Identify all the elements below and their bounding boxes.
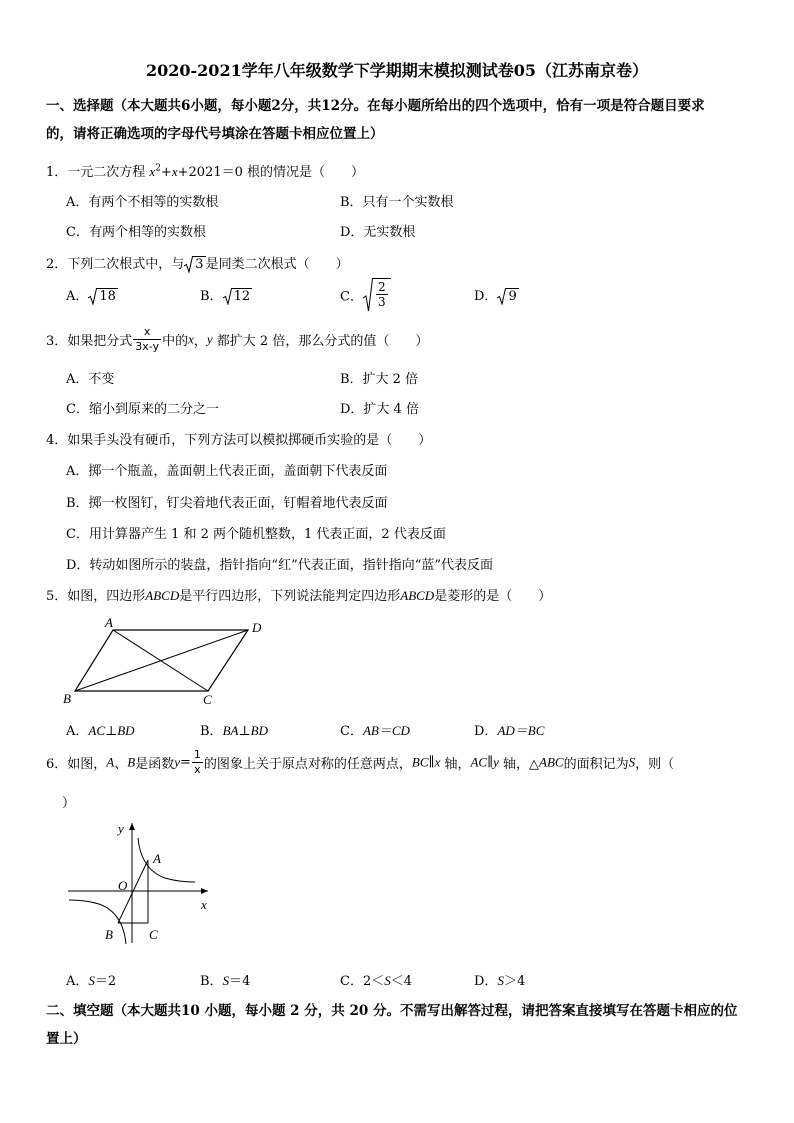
q5-option-c[interactable]: C．AB＝CD — [340, 723, 410, 739]
question-1-stem — [46, 161, 364, 180]
x-axis-arrow — [201, 888, 208, 894]
q5-option-b[interactable]: B．BA⊥BD — [200, 723, 268, 739]
point-label-c: C — [149, 927, 158, 942]
vertex-label-b: B — [63, 691, 71, 706]
q6-option-c[interactable]: C．2＜S＜4 — [340, 973, 412, 989]
vertex-label-d: D — [252, 620, 262, 635]
hyperbola-branch-left — [69, 900, 126, 944]
q1-option-b[interactable]: B．只有一个实数根 — [340, 195, 454, 210]
section-heading-line: 二、填空题（本大题共10 小题，每小题 2 分，共 20 分。不需写出解答过程，请把答案直接填写在答题卡相应的位 — [46, 1003, 738, 1019]
q3-option-c[interactable]: C．缩小到原来的二分之一 — [66, 402, 219, 417]
axis-label-y: y — [118, 821, 124, 836]
sqrt-12: 12 — [223, 288, 253, 305]
q2-option-b[interactable]: B． 12 — [200, 289, 251, 304]
point-label-b: B — [105, 927, 113, 942]
q3-option-a[interactable]: A．不变 — [66, 372, 115, 387]
stem-text: 是同类二次根式（ ） — [205, 257, 349, 272]
q2-option-a[interactable]: A． 18 — [66, 289, 116, 304]
question-2-stem — [46, 253, 349, 273]
sqrt-two-thirds: $\frac{2}{3}$ — [363, 278, 391, 312]
sqrt-18: 18 — [88, 288, 118, 305]
question-5-stem: 5．如图，四边形ABCD是平行四边形，下列说法能判定四边形ABCD是菱形的是（ ） — [46, 588, 552, 604]
var-x: x — [149, 164, 156, 179]
var-x: x — [171, 164, 178, 179]
plus-sign: + — [160, 165, 172, 180]
q5-option-a[interactable]: A．AC⊥BD — [66, 723, 135, 739]
q1-option-a[interactable]: A．有两个不相等的实数根 — [66, 195, 219, 210]
section-heading-fill — [46, 997, 737, 1053]
q6-option-d[interactable]: D．S＞4 — [474, 973, 526, 989]
q6-option-b[interactable]: B．S＝4 — [200, 973, 251, 989]
fraction-x-over-3x-y: $\frac{x}{3x-y}$ — [135, 325, 160, 353]
hyperbola-figure — [60, 818, 230, 948]
stem-text: +2021＝0 根的情况是（ ） — [177, 165, 364, 180]
q6-option-a[interactable]: A．S＝2 — [66, 973, 117, 989]
axis-label-x: x — [201, 897, 207, 912]
hyperbola-branch-right — [138, 838, 195, 882]
stem-text: 2．下列二次根式中，与 — [46, 257, 185, 272]
diagonal-bd — [75, 630, 248, 691]
vertex-label-c: C — [203, 692, 212, 707]
fraction-1-over-x: $\frac{1}{x}$ — [193, 748, 201, 776]
q4-option-b[interactable]: B．掷一枚图钉，钉尖着地代表正面，钉帽着地代表反面 — [66, 496, 388, 511]
vertex-label-a: A — [105, 615, 113, 630]
question-6-stem: 6．如图，A、B是函数y= $\frac{1}{x}$ 的图象上关于原点对称的任意两点，BC∥x 轴，AC∥y 轴，△ABC的面积记为S，则（ — [46, 748, 675, 776]
exponent: 2 — [155, 163, 161, 174]
y-axis-arrow — [129, 823, 135, 830]
section-heading-choice — [46, 92, 705, 148]
sqrt-3: 3 — [184, 256, 205, 273]
question-6-close-paren: ） — [62, 796, 76, 811]
page-title: 2020-2021学年八年级数学下学期期末模拟测试卷05（江苏南京卷） — [146, 61, 648, 80]
q1-option-c[interactable]: C．有两个相等的实数根 — [66, 225, 206, 240]
question-4-stem: 4．如果手头没有硬币，下列方法可以模拟掷硬币实验的是（ ） — [46, 433, 432, 448]
q5-option-d[interactable]: D．AD＝BC — [474, 723, 545, 739]
q3-option-b[interactable]: B．扩大 2 倍 — [340, 372, 419, 387]
stem-text: 3．如果把分式 — [46, 334, 133, 349]
section-heading-line: 的，请将正确选项的字母代号填涂在答题卡相应位置上） — [46, 126, 384, 142]
parallelogram-figure — [55, 610, 275, 710]
q2-option-d[interactable]: D． 9 — [474, 289, 517, 304]
stem-text: 1．一元二次方程 — [46, 165, 150, 180]
section-heading-line: 置上） — [46, 1031, 87, 1047]
q1-option-d[interactable]: D．无实数根 — [340, 225, 416, 240]
origin-label: O — [118, 878, 128, 893]
q4-option-c[interactable]: C．用计算器产生 1 和 2 两个随机整数，1 代表正面，2 代表反面 — [66, 527, 446, 542]
q2-option-c[interactable]: C． $\frac{2}{3}$ — [340, 278, 391, 312]
q3-option-d[interactable]: D．扩大 4 倍 — [340, 402, 419, 417]
question-3-stem: 3．如果把分式 $\frac{x}{3x-y}$ 中的x，y 都扩大 2 倍，那么分式的值（ ） — [46, 325, 429, 353]
q4-option-d[interactable]: D．转动如图所示的装盘，指针指向“红”代表正面，指针指向“蓝”代表反面 — [66, 558, 494, 573]
section-heading-line: 一、选择题（本大题共6小题，每小题2分，共12分。在每小题所给出的四个选项中，恰有一项是符合题目要求 — [46, 98, 705, 114]
q4-option-a[interactable]: A．掷一个瓶盖，盖面朝上代表正面，盖面朝下代表反面 — [66, 464, 388, 479]
point-label-a: A — [153, 851, 161, 866]
sqrt-9: 9 — [497, 288, 518, 305]
